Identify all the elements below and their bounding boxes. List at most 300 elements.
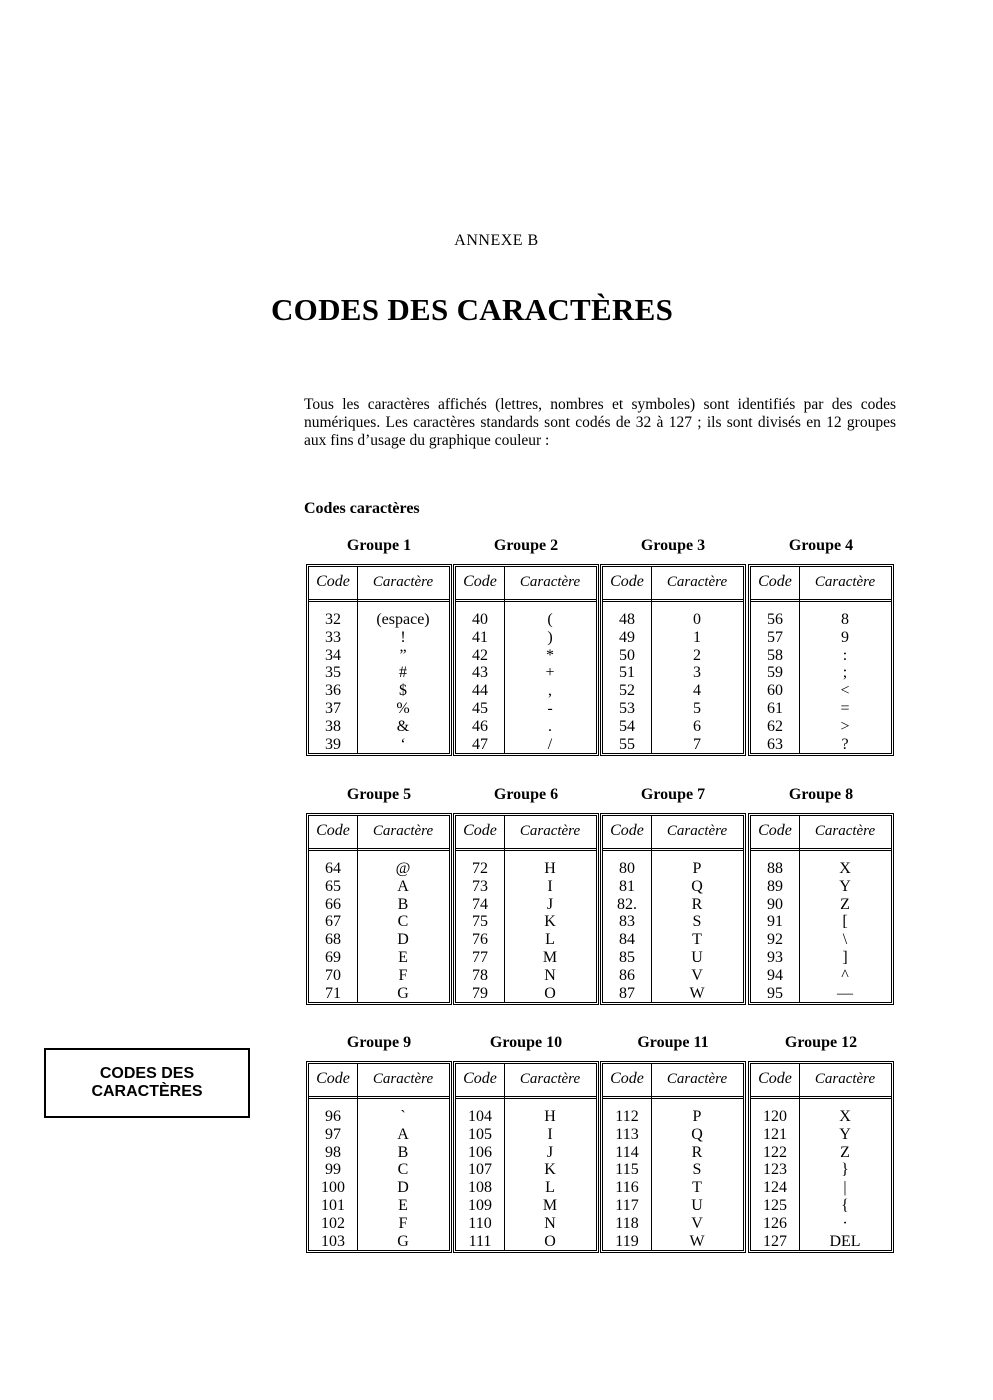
table-row [603, 736, 743, 754]
character-cell: R [691, 895, 703, 913]
table-row [603, 1144, 743, 1162]
code-cell: 112 [615, 1108, 639, 1125]
character-cell: ^ [841, 966, 849, 984]
table-row [309, 913, 449, 931]
character-cell: ? [841, 735, 849, 753]
group-title: Groupe 11 [637, 1034, 709, 1051]
code-cell: 115 [615, 1161, 639, 1179]
character-cell: $ [399, 682, 407, 700]
character-cell: U [691, 948, 703, 966]
table-row [603, 1233, 743, 1251]
header-character: Caractère [372, 823, 434, 839]
character-cell: N [544, 1214, 556, 1232]
table-header [456, 816, 596, 851]
character-cell: D [397, 1179, 409, 1197]
code-cell: 110 [468, 1214, 492, 1232]
table-row [751, 1233, 891, 1251]
character-cell: Y [839, 1125, 851, 1143]
table-row [456, 967, 596, 985]
code-cell: 117 [615, 1196, 639, 1214]
character-cell: 1 [693, 628, 701, 646]
table-row [309, 860, 449, 878]
character-cell: T [692, 931, 702, 949]
character-cell: B [397, 1143, 409, 1161]
header-code: Code [463, 573, 497, 590]
code-cell: 94 [767, 966, 783, 984]
table-row [751, 1126, 891, 1144]
code-cell: 97 [325, 1125, 341, 1143]
table-row [456, 1126, 596, 1144]
character-cell: H [544, 860, 556, 877]
side-label-line-1: CODES DES [99, 1065, 195, 1082]
code-cell: 55 [619, 735, 635, 753]
table-row [751, 611, 891, 629]
table-row [751, 860, 891, 878]
table-body [309, 1108, 449, 1250]
table-row [456, 860, 596, 878]
code-cell: 77 [472, 948, 488, 966]
code-cell: 39 [325, 735, 341, 753]
code-cell: 119 [615, 1232, 639, 1250]
code-cell: 79 [472, 984, 488, 1002]
table-row [603, 1179, 743, 1197]
character-cell: < [840, 682, 850, 700]
code-cell: 46 [472, 717, 488, 735]
code-cell: 34 [325, 646, 341, 664]
group-box [748, 1061, 894, 1253]
character-cell: B [397, 895, 409, 913]
group-title: Groupe 5 [346, 786, 412, 803]
group-title: Groupe 12 [784, 1034, 858, 1051]
character-cell: K [544, 1161, 556, 1179]
table-row [751, 700, 891, 718]
table-row [751, 1161, 891, 1179]
character-cell: E [398, 948, 408, 966]
character-cell: Z [840, 895, 850, 913]
group-title: Groupe 3 [640, 537, 706, 554]
code-cell: 113 [615, 1125, 639, 1143]
table-row [751, 931, 891, 949]
character-cell: P [692, 860, 702, 877]
character-cell: ` [400, 1108, 406, 1125]
table-row [603, 1215, 743, 1233]
table-row [751, 629, 891, 647]
code-cell: 87 [619, 984, 635, 1002]
table-row [603, 1161, 743, 1179]
header-character: Caractère [519, 1071, 581, 1087]
header-code: Code [610, 822, 644, 839]
table-row [309, 1215, 449, 1233]
character-cell: C [397, 1161, 409, 1179]
table-row [456, 736, 596, 754]
code-cell: 52 [619, 682, 635, 700]
code-cell: 100 [321, 1179, 345, 1197]
table-body [603, 860, 743, 1002]
table-row [309, 1233, 449, 1251]
annex-label: ANNEXE B [454, 232, 539, 249]
character-cell: C [397, 913, 409, 931]
group-box [453, 564, 599, 756]
character-cell: T [692, 1179, 702, 1197]
table-row [309, 1108, 449, 1126]
code-cell: 121 [763, 1125, 787, 1143]
code-cell: 47 [472, 735, 488, 753]
character-cell: ; [842, 664, 848, 682]
table-body [456, 1108, 596, 1250]
table-row [603, 1126, 743, 1144]
table-row [751, 1108, 891, 1126]
group-title: Groupe 2 [493, 537, 559, 554]
group-box [600, 813, 746, 1005]
header-code: Code [758, 822, 792, 839]
table-row [751, 1197, 891, 1215]
code-cell: 101 [321, 1196, 345, 1214]
character-cell: 5 [693, 699, 701, 717]
code-cell: 59 [767, 664, 783, 682]
group-table [453, 536, 599, 756]
code-cell: 44 [472, 682, 488, 700]
group-box [453, 813, 599, 1005]
table-row [309, 931, 449, 949]
code-cell: 93 [767, 948, 783, 966]
table-row [456, 647, 596, 665]
character-cell: L [545, 1179, 555, 1197]
code-cell: 67 [325, 913, 341, 931]
table-row [603, 931, 743, 949]
group-title: Groupe 9 [346, 1034, 412, 1051]
table-row [456, 896, 596, 914]
character-cell: J [546, 1143, 554, 1161]
header-code: Code [316, 573, 350, 590]
character-cell: : [842, 646, 848, 664]
group-box [600, 1061, 746, 1253]
code-cell: 51 [619, 664, 635, 682]
table-row [456, 985, 596, 1003]
section-subheading: Codes caractères [304, 500, 420, 517]
code-cell: 126 [763, 1214, 787, 1232]
character-cell: 8 [841, 611, 849, 628]
table-row [309, 736, 449, 754]
code-cell: 90 [767, 895, 783, 913]
character-cell: E [398, 1196, 408, 1214]
code-cell: 66 [325, 895, 341, 913]
character-cell: I [547, 877, 553, 895]
code-cell: 99 [325, 1161, 341, 1179]
group-title: Groupe 10 [489, 1034, 563, 1051]
table-header [751, 816, 891, 851]
code-cell: 78 [472, 966, 488, 984]
code-cell: 88 [767, 860, 783, 877]
code-cell: 125 [763, 1196, 787, 1214]
group-title: Groupe 8 [788, 786, 854, 803]
group-box [748, 813, 894, 1005]
code-cell: 42 [472, 646, 488, 664]
table-header [751, 1064, 891, 1099]
code-cell: 57 [767, 628, 783, 646]
table-row [309, 896, 449, 914]
header-character: Caractère [666, 574, 728, 590]
character-cell: S [692, 913, 702, 931]
character-cell: P [692, 1108, 702, 1125]
code-cell: 62 [767, 717, 783, 735]
table-body [751, 611, 891, 753]
code-cell: 82. [617, 895, 637, 913]
table-row [751, 967, 891, 985]
code-cell: 74 [472, 895, 488, 913]
table-row [456, 1233, 596, 1251]
code-cell: 98 [325, 1143, 341, 1161]
table-row [309, 718, 449, 736]
table-row [456, 1108, 596, 1126]
table-row [309, 629, 449, 647]
group-table [748, 1033, 894, 1253]
character-cell: + [545, 664, 555, 682]
group-table [748, 536, 894, 756]
character-cell: A [397, 1125, 409, 1143]
table-row [751, 1215, 891, 1233]
character-cell: , [548, 682, 552, 700]
character-cell: V [691, 1214, 703, 1232]
group-box [748, 564, 894, 756]
table-body [456, 860, 596, 1002]
code-cell: 92 [767, 931, 783, 949]
character-cell: G [397, 984, 409, 1002]
character-cell: ( [547, 611, 553, 628]
code-cell: 36 [325, 682, 341, 700]
table-header [456, 1064, 596, 1099]
table-row [456, 682, 596, 700]
code-cell: 53 [619, 699, 635, 717]
table-row [603, 629, 743, 647]
table-row [751, 682, 891, 700]
group-box [306, 1061, 452, 1253]
character-cell: Z [840, 1143, 850, 1161]
character-cell: 7 [693, 735, 701, 753]
character-cell: I [547, 1125, 553, 1143]
code-cell: 95 [767, 984, 783, 1002]
group-table [306, 536, 452, 756]
character-cell: D [397, 931, 409, 949]
character-cell: R [691, 1143, 703, 1161]
code-cell: 118 [615, 1214, 639, 1232]
character-cell: S [692, 1161, 702, 1179]
table-row [603, 611, 743, 629]
table-row [309, 611, 449, 629]
character-cell: # [399, 664, 407, 682]
character-cell: (espace) [376, 611, 430, 628]
table-row [751, 647, 891, 665]
header-code: Code [463, 1070, 497, 1087]
table-body [751, 1108, 891, 1250]
table-header [751, 567, 891, 602]
character-cell: · [842, 1214, 848, 1232]
code-cell: 40 [472, 611, 488, 628]
header-character: Caractère [814, 823, 876, 839]
code-cell: 50 [619, 646, 635, 664]
code-cell: 107 [468, 1161, 492, 1179]
table-header [603, 567, 743, 602]
group-table [306, 1033, 452, 1253]
character-cell: & [396, 717, 410, 735]
table-row [309, 1197, 449, 1215]
code-cell: 35 [325, 664, 341, 682]
code-cell: 54 [619, 717, 635, 735]
code-cell: 41 [472, 628, 488, 646]
table-row [456, 949, 596, 967]
character-cell: X [839, 1108, 851, 1125]
group-table [600, 536, 746, 756]
side-label-line-2: CARACTÈRES [91, 1083, 203, 1100]
table-row [751, 718, 891, 736]
code-cell: 122 [763, 1143, 787, 1161]
table-row [309, 967, 449, 985]
code-cell: 64 [325, 860, 341, 877]
table-row [751, 949, 891, 967]
header-character: Caractère [372, 574, 434, 590]
code-cell: 127 [763, 1232, 787, 1250]
table-row [751, 1144, 891, 1162]
code-cell: 116 [615, 1179, 639, 1197]
table-row [603, 1108, 743, 1126]
character-cell: 6 [693, 717, 701, 735]
character-cell: A [397, 877, 409, 895]
header-character: Caractère [814, 574, 876, 590]
code-cell: 43 [472, 664, 488, 682]
character-cell: G [397, 1232, 409, 1250]
code-cell: 109 [468, 1196, 492, 1214]
table-row [603, 949, 743, 967]
code-cell: 38 [325, 717, 341, 735]
character-cell: O [544, 1232, 556, 1250]
code-cell: 123 [763, 1161, 787, 1179]
character-cell: * [546, 646, 554, 664]
character-cell: { [841, 1196, 849, 1214]
table-row [456, 878, 596, 896]
code-cell: 102 [321, 1214, 345, 1232]
table-row [603, 647, 743, 665]
code-cell: 72 [472, 860, 488, 877]
table-row [456, 1179, 596, 1197]
code-cell: 91 [767, 913, 783, 931]
character-cell: @ [395, 860, 411, 877]
code-cell: 89 [767, 877, 783, 895]
code-cell: 120 [763, 1108, 787, 1125]
table-row [751, 1179, 891, 1197]
character-cell: M [542, 948, 558, 966]
group-table [600, 1033, 746, 1253]
side-label-box [44, 1048, 250, 1118]
character-cell: 2 [693, 646, 701, 664]
table-row [456, 664, 596, 682]
code-cell: 96 [325, 1108, 341, 1125]
character-cell: 4 [693, 682, 701, 700]
header-code: Code [316, 822, 350, 839]
header-character: Caractère [666, 823, 728, 839]
table-row [309, 1144, 449, 1162]
character-cell: L [545, 931, 555, 949]
header-code: Code [758, 573, 792, 590]
table-row [751, 878, 891, 896]
table-body [603, 1108, 743, 1250]
table-row [309, 664, 449, 682]
code-cell: 106 [468, 1143, 492, 1161]
character-cell: N [544, 966, 556, 984]
header-code: Code [610, 573, 644, 590]
code-cell: 61 [767, 699, 783, 717]
character-cell: V [691, 966, 703, 984]
header-code: Code [316, 1070, 350, 1087]
character-cell: - [547, 699, 553, 717]
table-row [603, 664, 743, 682]
table-header [309, 816, 449, 851]
table-header [309, 567, 449, 602]
table-row [456, 700, 596, 718]
table-row [603, 967, 743, 985]
table-row [751, 985, 891, 1003]
code-cell: 85 [619, 948, 635, 966]
code-cell: 32 [325, 611, 341, 628]
table-header [603, 816, 743, 851]
table-row [456, 629, 596, 647]
table-body [751, 860, 891, 1002]
code-cell: 104 [468, 1108, 492, 1125]
group-table [748, 785, 894, 1005]
table-row [309, 949, 449, 967]
character-cell: ! [400, 628, 406, 646]
group-table [453, 1033, 599, 1253]
group-title: Groupe 1 [346, 537, 412, 554]
table-row [309, 985, 449, 1003]
code-cell: 108 [468, 1179, 492, 1197]
character-cell: > [840, 717, 850, 735]
character-cell: ‘ [400, 735, 406, 753]
table-header [603, 1064, 743, 1099]
code-cell: 81 [619, 877, 635, 895]
table-row [603, 682, 743, 700]
table-row [309, 647, 449, 665]
table-header [309, 1064, 449, 1099]
character-cell: % [396, 699, 410, 717]
code-cell: 68 [325, 931, 341, 949]
character-cell: 3 [693, 664, 701, 682]
table-row [751, 913, 891, 931]
character-cell: . [548, 717, 552, 735]
table-header [456, 567, 596, 602]
page-title: CODES DES CARACTÈRES [271, 292, 674, 327]
table-row [309, 1161, 449, 1179]
code-cell: 114 [615, 1143, 639, 1161]
header-code: Code [758, 1070, 792, 1087]
code-cell: 70 [325, 966, 341, 984]
character-cell: K [544, 913, 556, 931]
header-code: Code [463, 822, 497, 839]
character-cell: W [689, 984, 705, 1002]
code-cell: 80 [619, 860, 635, 877]
header-character: Caractère [814, 1071, 876, 1087]
code-cell: 60 [767, 682, 783, 700]
group-box [306, 564, 452, 756]
table-row [603, 860, 743, 878]
table-row [751, 896, 891, 914]
character-cell: 0 [693, 611, 701, 628]
table-row [456, 931, 596, 949]
character-cell: ” [399, 646, 407, 664]
code-cell: 48 [619, 611, 635, 628]
table-row [603, 913, 743, 931]
character-cell: ] [842, 948, 848, 966]
header-character: Caractère [666, 1071, 728, 1087]
group-title: Groupe 4 [788, 537, 854, 554]
